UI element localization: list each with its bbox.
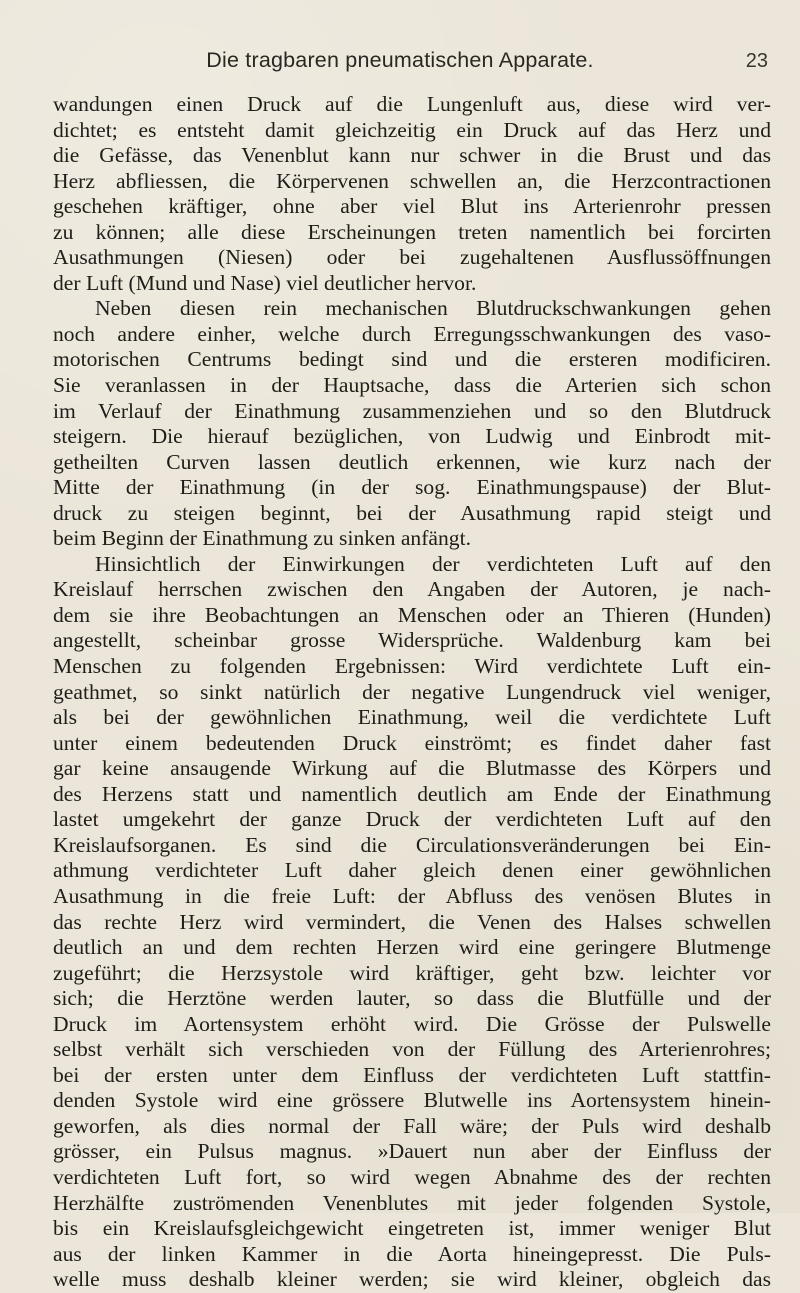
text-line: Druck im Aortensystem erhöht wird. Die Grösse der Pulswelle <box>53 1011 771 1036</box>
text-line: geschehen kräftiger, ohne aber viel Blut ins Arterienrohr pressen <box>53 194 771 219</box>
text-line: steigern. Die hierauf bezüglichen, von Ludwig und Einbrodt mit- <box>53 424 771 449</box>
text-line: des Herzens statt und namentlich deutlich am Ende der Einathmung <box>53 781 771 806</box>
text-line: noch andere einher, welche durch Erregungsschwankungen des vaso- <box>53 321 771 346</box>
text-line: selbst verhält sich verschieden von der Füllung des Arterienrohres; <box>53 1037 771 1062</box>
text-line: athmung verdichteter Luft daher gleich denen einer gewöhnlichen <box>53 858 771 883</box>
text-line: der Luft (Mund und Nase) viel deutlicher hervor. <box>53 270 477 295</box>
text-line: bis ein Kreislaufsgleichgewicht eingetreten ist, immer weniger Blut <box>53 1216 771 1241</box>
text-line: geathmet, so sinkt natürlich der negative Lungendruck viel weniger, <box>53 679 771 704</box>
text-line: Menschen zu folgenden Ergebnissen: Wird verdichtete Luft ein- <box>53 654 771 679</box>
text-line: aus der linken Kammer in die Aorta hineingepresst. Die Puls- <box>53 1241 771 1266</box>
text-line: grösser, ein Pulsus magnus. »Dauert nun aber der Einfluss der <box>53 1139 771 1164</box>
text-line: welle muss deshalb kleiner werden; sie wird kleiner, obgleich das <box>53 1267 771 1292</box>
body-text <box>53 92 771 1293</box>
text-line: Hinsichtlich der Einwirkungen der verdichteten Luft auf den <box>95 551 771 576</box>
text-line: getheilten Curven lassen deutlich erkennen, wie kurz nach der <box>53 449 771 474</box>
text-line: bei der ersten unter dem Einfluss der verdichteten Luft stattfin- <box>53 1062 771 1087</box>
text-line: Mitte der Einathmung (in der sog. Einathmungspause) der Blut- <box>53 475 771 500</box>
text-line: als bei der gewöhnlichen Einathmung, weil die verdichtete Luft <box>53 705 771 730</box>
text-line: motorischen Centrums bedingt sind und die ersteren modificiren. <box>53 347 771 372</box>
page-number: 23 <box>745 50 768 72</box>
text-line: druck zu steigen beginnt, bei der Ausathmung rapid steigt und <box>53 500 771 525</box>
text-line: Herz abfliessen, die Körpervenen schwellen an, die Herzcontractionen <box>53 168 771 193</box>
running-head <box>0 48 800 78</box>
text-line: geworfen, als dies normal der Fall wäre; der Puls wird deshalb <box>53 1113 771 1138</box>
text-line: zu können; alle diese Erscheinungen treten namentlich bei forcirten <box>53 219 771 244</box>
text-line: das rechte Herz wird vermindert, die Venen des Halses schwellen <box>53 909 771 934</box>
text-line: dichtet; es entsteht damit gleichzeitig ein Druck auf das Herz und <box>53 117 771 142</box>
text-line: deutlich an und dem rechten Herzen wird eine geringere Blutmenge <box>53 935 771 960</box>
text-line: Ausathmung in die freie Luft: der Abfluss des venösen Blutes in <box>53 883 771 908</box>
text-line: wandungen einen Druck auf die Lungenluft aus, diese wird ver- <box>53 92 771 116</box>
text-line: zugeführt; die Herzsystole wird kräftiger, geht bzw. leichter vor <box>53 960 771 985</box>
text-line: sich; die Herztöne werden lauter, so dass die Blutfülle und der <box>53 986 771 1011</box>
text-line: beim Beginn der Einathmung zu sinken anfängt. <box>53 526 471 551</box>
text-line: Sie veranlassen in der Hauptsache, dass die Arterien sich schon <box>53 373 771 398</box>
text-line: denden Systole wird eine grössere Blutwelle ins Aortensystem hinein- <box>53 1088 771 1113</box>
text-line: im Verlauf der Einathmung zusammenziehen und so den Blutdruck <box>53 398 771 423</box>
text-line: dem sie ihre Beobachtungen an Menschen oder an Thieren (Hunden) <box>53 602 771 627</box>
text-line: lastet umgekehrt der ganze Druck der verdichteten Luft auf den <box>53 807 771 832</box>
text-line: Ausathmungen (Niesen) oder bei zugehaltenen Ausflussöffnungen <box>53 245 771 270</box>
text-line: Neben diesen rein mechanischen Blutdruckschwankungen gehen <box>95 296 771 321</box>
text-line: Herzhälfte zuströmenden Venenblutes mit jeder folgenden Systole, <box>53 1190 771 1215</box>
text-line: gar keine ansaugende Wirkung auf die Blutmasse des Körpers und <box>53 756 771 781</box>
running-title: Die tragbaren pneumatischen Apparate. <box>206 48 594 72</box>
text-line: Kreislaufsorganen. Es sind die Circulationsveränderungen bei Ein- <box>53 832 771 857</box>
text-line: unter einem bedeutenden Druck einströmt; es findet daher fast <box>53 730 771 755</box>
text-line: die Gefässe, das Venenblut kann nur schwer in die Brust und das <box>53 143 771 168</box>
text-line: angestellt, scheinbar grosse Widersprüche. Waldenburg kam bei <box>53 628 771 653</box>
text-line: Kreislauf herrschen zwischen den Angaben der Autoren, je nach- <box>53 577 771 602</box>
text-line: verdichteten Luft fort, so wird wegen Abnahme des der rechten <box>53 1164 771 1189</box>
